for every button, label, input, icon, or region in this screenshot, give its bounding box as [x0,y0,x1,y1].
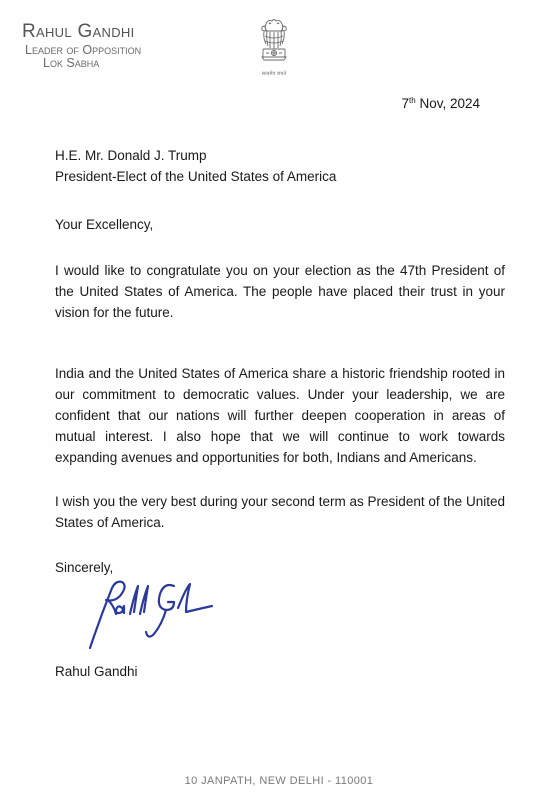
letterhead-house: Lok Sabha [43,56,100,70]
date-day: 7 [401,96,410,111]
signer-name: Rahul Gandhi [55,664,138,679]
closing: Sincerely, [55,560,114,575]
paragraph-best-wishes: I wish you the very best during your second term as President of the United States of America. [55,494,505,530]
paragraph-friendship: India and the United States of America share a historic friendship rooted in our commitment to democratic values. Under your leadership, we are confident that our nations will further deepen cooperation in areas of mutual interest. I also hope that we will continue to work towards expanding avenues and opportunities for both, Indians and Americans. [55,366,505,465]
date-rest: Nov, 2024 [415,96,480,111]
footer-address: 10 JANPATH, NEW DELHI - 110001 [184,775,374,787]
salutation: Your Excellency, [55,217,154,232]
recipient-title: President-Elect of the United States of America [55,169,337,184]
letterhead-role: Leader of Opposition [25,43,142,57]
emblem-motto: सत्यमेव जयते [261,71,287,77]
date-suffix: th [409,96,416,105]
handwritten-signature [82,568,222,654]
letterhead-name: Rahul Gandhi [22,21,135,42]
letter-date [402,96,480,111]
national-emblem-icon [252,16,296,78]
paragraph-congratulation: I would like to congratulate you on your election as the 47th President of the United States of America. The people have placed their trust in your vision for the future. [55,263,505,320]
recipient-name: H.E. Mr. Donald J. Trump [55,148,207,163]
